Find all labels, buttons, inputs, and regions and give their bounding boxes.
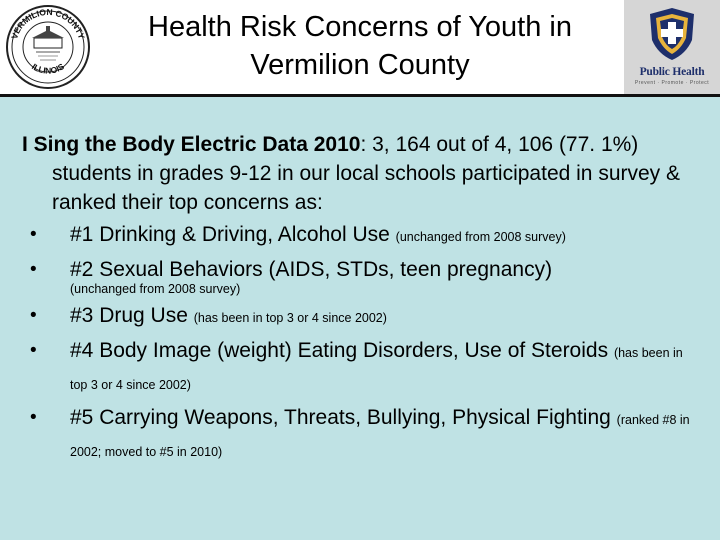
svg-text:ILLINOIS: ILLINOIS [30,61,66,76]
bullet-icon: • [30,340,37,361]
concerns-list [22,220,702,467]
public-health-logo [624,0,720,94]
county-seal-logo [0,0,96,94]
public-health-wordmark: Public Health [639,66,705,78]
list-item [22,220,702,252]
concern-note: (ranked #8 in 2002; moved to #5 in 2010) [70,413,690,459]
svg-text:VERMILION COUNTY: VERMILION COUNTY [9,6,87,41]
concern-text: #2 Sexual Behaviors (AIDS, STDs, teen pregnancy) [70,258,553,281]
list-item [22,301,702,333]
list-item [22,403,702,467]
concern-note: (has been in top 3 or 4 since 2002) [70,346,683,392]
intro-text: : 3, 164 out of 4, 106 (77. 1%) students in grades 9-12 in our local schools participated in survey & ranked their top concerns as: [52,133,681,214]
concern-text: #3 Drug Use [70,304,188,327]
bullet-icon: • [30,305,37,326]
list-item [22,336,702,400]
list-item [22,255,702,297]
intro-paragraph [22,130,702,217]
seal-icon [0,0,96,94]
intro-bold-label: I Sing the Body Electric Data 2010 [22,133,361,156]
concern-note: (has been in top 3 or 4 since 2002) [193,311,387,325]
bullet-icon: • [30,224,37,245]
public-health-tagline: Prevent · Promote · Protect [634,80,710,86]
title-line-1: Health Risk Concerns of Youth in [148,11,572,43]
concern-text: #5 Carrying Weapons, Threats, Bullying, Physical Fighting [70,406,611,429]
title-line-2: Vermilion County [250,49,470,81]
page-title [110,8,610,84]
concern-note: (unchanged from 2008 survey) [395,230,566,244]
bullet-icon: • [30,407,37,428]
concern-note: (unchanged from 2008 survey) [70,282,241,296]
bullet-icon: • [30,259,37,280]
slide-body [22,130,702,470]
concern-text: #1 Drinking & Driving, Alcohol Use [70,223,390,246]
concern-text: #4 Body Image (weight) Eating Disorders, Use of Steroids [70,339,609,362]
slide-header [0,0,720,97]
shield-cross-icon [624,0,720,66]
